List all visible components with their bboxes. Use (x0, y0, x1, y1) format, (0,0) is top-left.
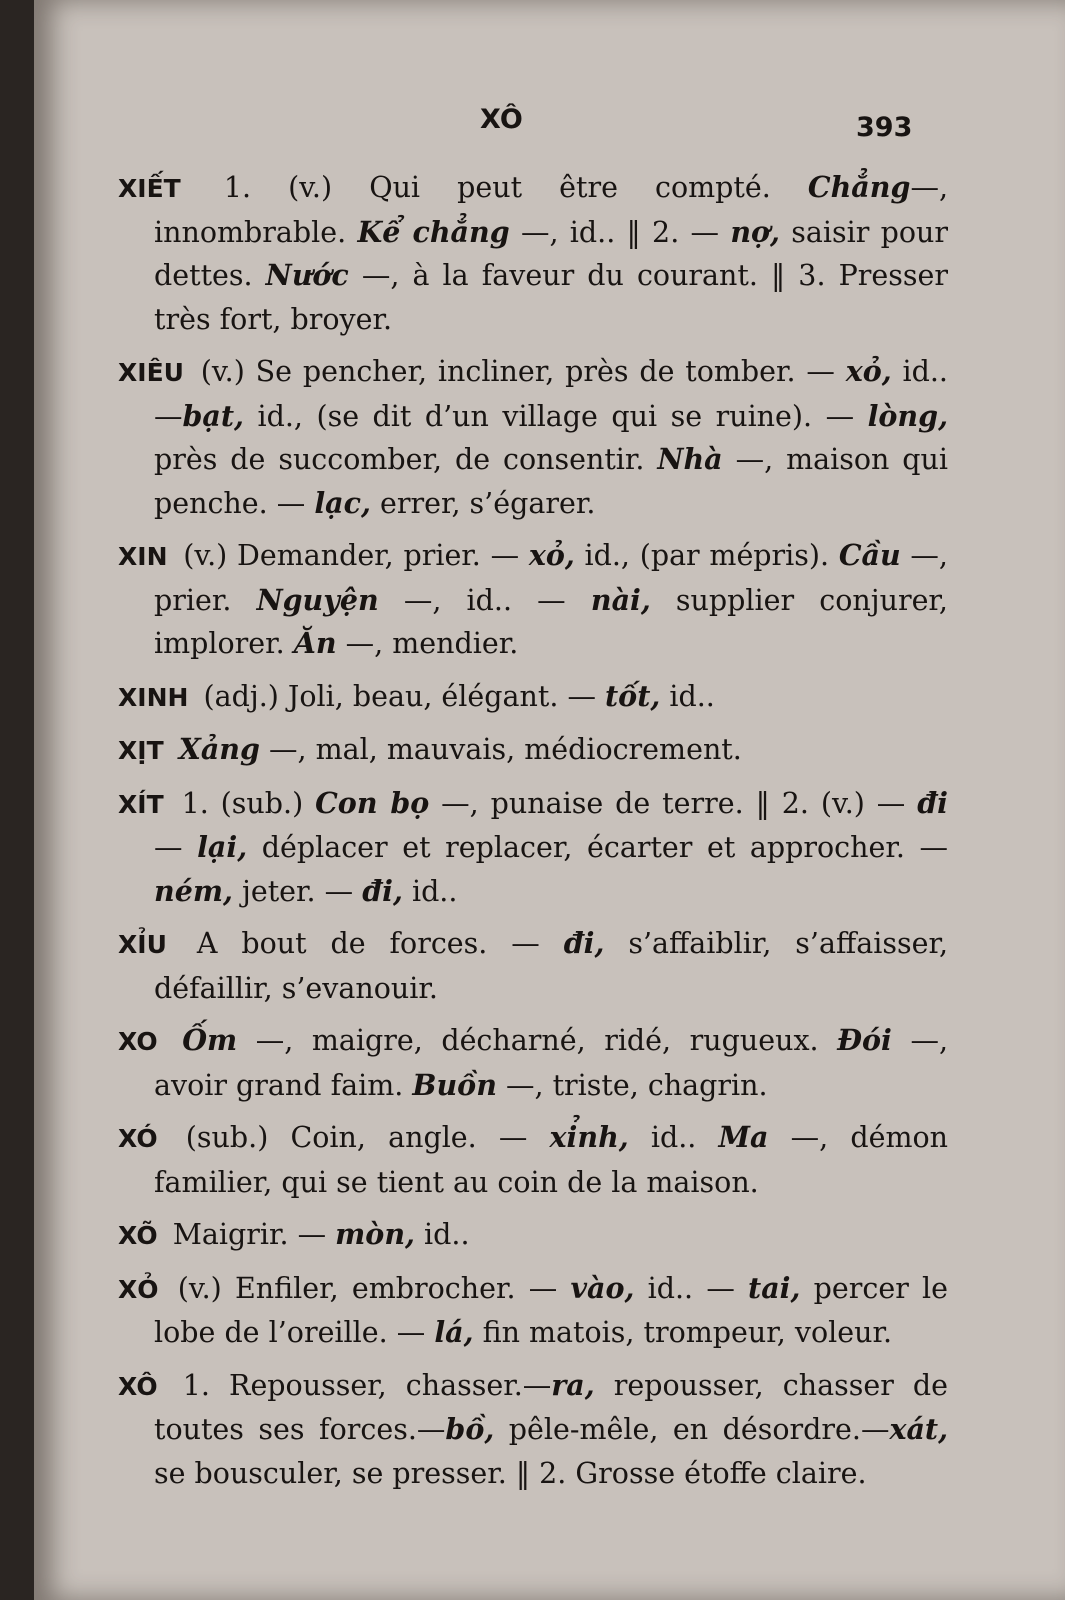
definition-text: A bout de forces. — (196, 927, 564, 960)
vietnamese-term: tốt, (605, 678, 661, 713)
definition-text: —, démon familier, qui se tient au coin de la maison. (154, 1121, 949, 1199)
vietnamese-term: xỉnh, (549, 1120, 629, 1154)
definition-text: id..— (154, 355, 948, 433)
entry-headword: XIẾT (118, 174, 181, 203)
vietnamese-term: Buồn (412, 1067, 497, 1102)
definition-text: (v.) Demander, prier. — (183, 539, 529, 572)
definition-text: —, mendier. (336, 627, 519, 660)
vietnamese-term: lại, (197, 830, 248, 864)
definition-text: 1. (v.) Qui peut être compté. (223, 171, 808, 204)
vietnamese-term: Xảng (178, 732, 260, 766)
vietnamese-term: ra, (551, 1367, 595, 1402)
definition-text: (v.) Se pencher, incliner, près de tomber. — (200, 355, 846, 388)
vietnamese-term: bạt, (182, 398, 244, 433)
entry-headword: XINH (118, 682, 189, 712)
dictionary-entries (118, 166, 948, 1504)
definition-text: id.. (414, 1218, 470, 1251)
dictionary-entry (118, 922, 948, 1010)
definition-text: déplacer et replacer, écarter et approcher. — (247, 831, 948, 864)
definition-text: —, maigre, décharné, ridé, rugueux. (237, 1024, 838, 1057)
entry-headword: XÓ (118, 1124, 158, 1153)
vietnamese-term: xát, (889, 1412, 948, 1446)
vietnamese-term: xỏ, (845, 354, 892, 388)
dictionary-entry (118, 1267, 948, 1355)
running-headword: XÔ (480, 104, 523, 135)
vietnamese-term: đi, (563, 926, 605, 960)
vietnamese-term: Cầu (838, 538, 901, 572)
vietnamese-term: tai, (748, 1270, 801, 1305)
dictionary-entry (118, 166, 948, 341)
vietnamese-term: Nguyện (256, 582, 379, 617)
definition-text: — (154, 831, 198, 864)
definition-text: (adj.) Joli, beau, élégant. — (203, 679, 606, 713)
definition-text: id.. (628, 1121, 719, 1154)
definition-text: saisir pour dettes. (154, 215, 948, 292)
vietnamese-term: nài, (590, 582, 651, 617)
definition-text: (v.) Enfiler, embrocher. — (177, 1271, 571, 1305)
entry-headword: XIN (118, 542, 168, 571)
vietnamese-term: ném, (154, 873, 233, 908)
definition-text: jeter. — (232, 874, 363, 908)
definition-text: —, id.. — (378, 583, 591, 617)
dictionary-entry (118, 782, 948, 914)
definition-text: repousser, chasser de toutes ses forces.— (154, 1368, 948, 1446)
vietnamese-term: Ăn (293, 626, 337, 660)
dictionary-entry (118, 1116, 948, 1204)
vietnamese-term: lạc, (314, 485, 371, 520)
vietnamese-term: bồ, (445, 1412, 495, 1446)
vietnamese-term: Con bọ (315, 785, 430, 820)
definition-text: —, innombrable. (154, 171, 948, 249)
vietnamese-term: Đói (837, 1023, 892, 1057)
dictionary-entry (118, 728, 948, 773)
entry-headword: XỈU (118, 930, 167, 959)
entry-headword: XỊT (118, 736, 164, 765)
running-head (34, 104, 1065, 144)
entry-headword: XIÊU (118, 358, 184, 387)
vietnamese-term: Ốm (182, 1023, 238, 1057)
entry-headword: XÕ (118, 1221, 158, 1250)
vietnamese-term: xỏ, (528, 538, 575, 572)
vietnamese-term: Ma (718, 1120, 769, 1154)
definition-text: id.. (660, 679, 715, 713)
vietnamese-term: Kể chẳng (357, 214, 510, 249)
definition-text: id.. (402, 874, 458, 908)
entry-headword: XÔ (118, 1371, 158, 1401)
definition-text: —, avoir grand faim. (154, 1024, 948, 1102)
vietnamese-term: đi, (362, 873, 403, 908)
entry-headword: XÍT (118, 789, 164, 819)
definition-text: percer le lobe de l’oreille. — (154, 1271, 949, 1349)
page-number: 393 (856, 112, 913, 143)
dictionary-entry (118, 675, 948, 720)
definition-text: se bousculer, se presser. ‖ 2. Grosse étoffe claire. (154, 1456, 867, 1490)
vietnamese-term: lòng, (867, 398, 948, 433)
definition-text: —, maison qui penche. — (154, 443, 948, 520)
dictionary-page (34, 0, 1065, 1600)
entry-headword: XỎ (118, 1274, 159, 1304)
definition-text: pêle-mêle, en désordre.— (494, 1413, 890, 1446)
definition-text: —, à la faveur du courant. ‖ 3. Presser très fort, broyer. (154, 259, 948, 336)
entry-headword: XO (118, 1027, 158, 1056)
definition-text: id., (par mépris). (574, 539, 839, 572)
vietnamese-term: mòn, (335, 1217, 415, 1251)
vietnamese-term: đi (917, 785, 948, 820)
vietnamese-term: Chẳng (807, 170, 911, 204)
definition-text: 1. Repousser, chasser.— (182, 1368, 552, 1402)
definition-text: fin matois, trompeur, voleur. (473, 1316, 893, 1349)
definition-text: id.. — (634, 1271, 749, 1305)
definition-text: —, mal, mauvais, médiocrement. (259, 733, 742, 766)
vietnamese-term: lá, (434, 1315, 474, 1349)
dictionary-entry (118, 534, 948, 666)
definition-text: (sub.) Coin, angle. — (185, 1121, 550, 1154)
dictionary-entry (118, 1213, 948, 1258)
dictionary-entry (118, 350, 948, 525)
definition-text: près de succomber, de consentir. (154, 443, 658, 476)
definition-text: —, id.. ‖ 2. — (509, 215, 731, 249)
definition-text: —, punaise de terre. ‖ 2. (v.) — (429, 786, 918, 820)
definition-text: errer, s’égarer. (370, 486, 596, 520)
vietnamese-term: vào, (570, 1270, 635, 1305)
vietnamese-term: Nhà (657, 442, 723, 476)
definition-text: id., (se dit d’un village qui se ruine). — (243, 399, 868, 433)
definition-text: —, prier. (154, 539, 948, 617)
vietnamese-term: nợ, (730, 214, 780, 249)
definition-text: —, triste, chagrin. (496, 1068, 768, 1102)
dictionary-entry (118, 1019, 948, 1107)
definition-text: supplier conjurer, implorer. (154, 583, 948, 660)
definition-text: s’affaiblir, s’affaisser, défaillir, s’evanouir. (154, 927, 948, 1005)
dictionary-entry (118, 1364, 948, 1496)
definition-text: Maigrir. — (172, 1218, 336, 1251)
definition-text: 1. (sub.) (181, 786, 316, 820)
vietnamese-term: Nước (265, 258, 349, 292)
